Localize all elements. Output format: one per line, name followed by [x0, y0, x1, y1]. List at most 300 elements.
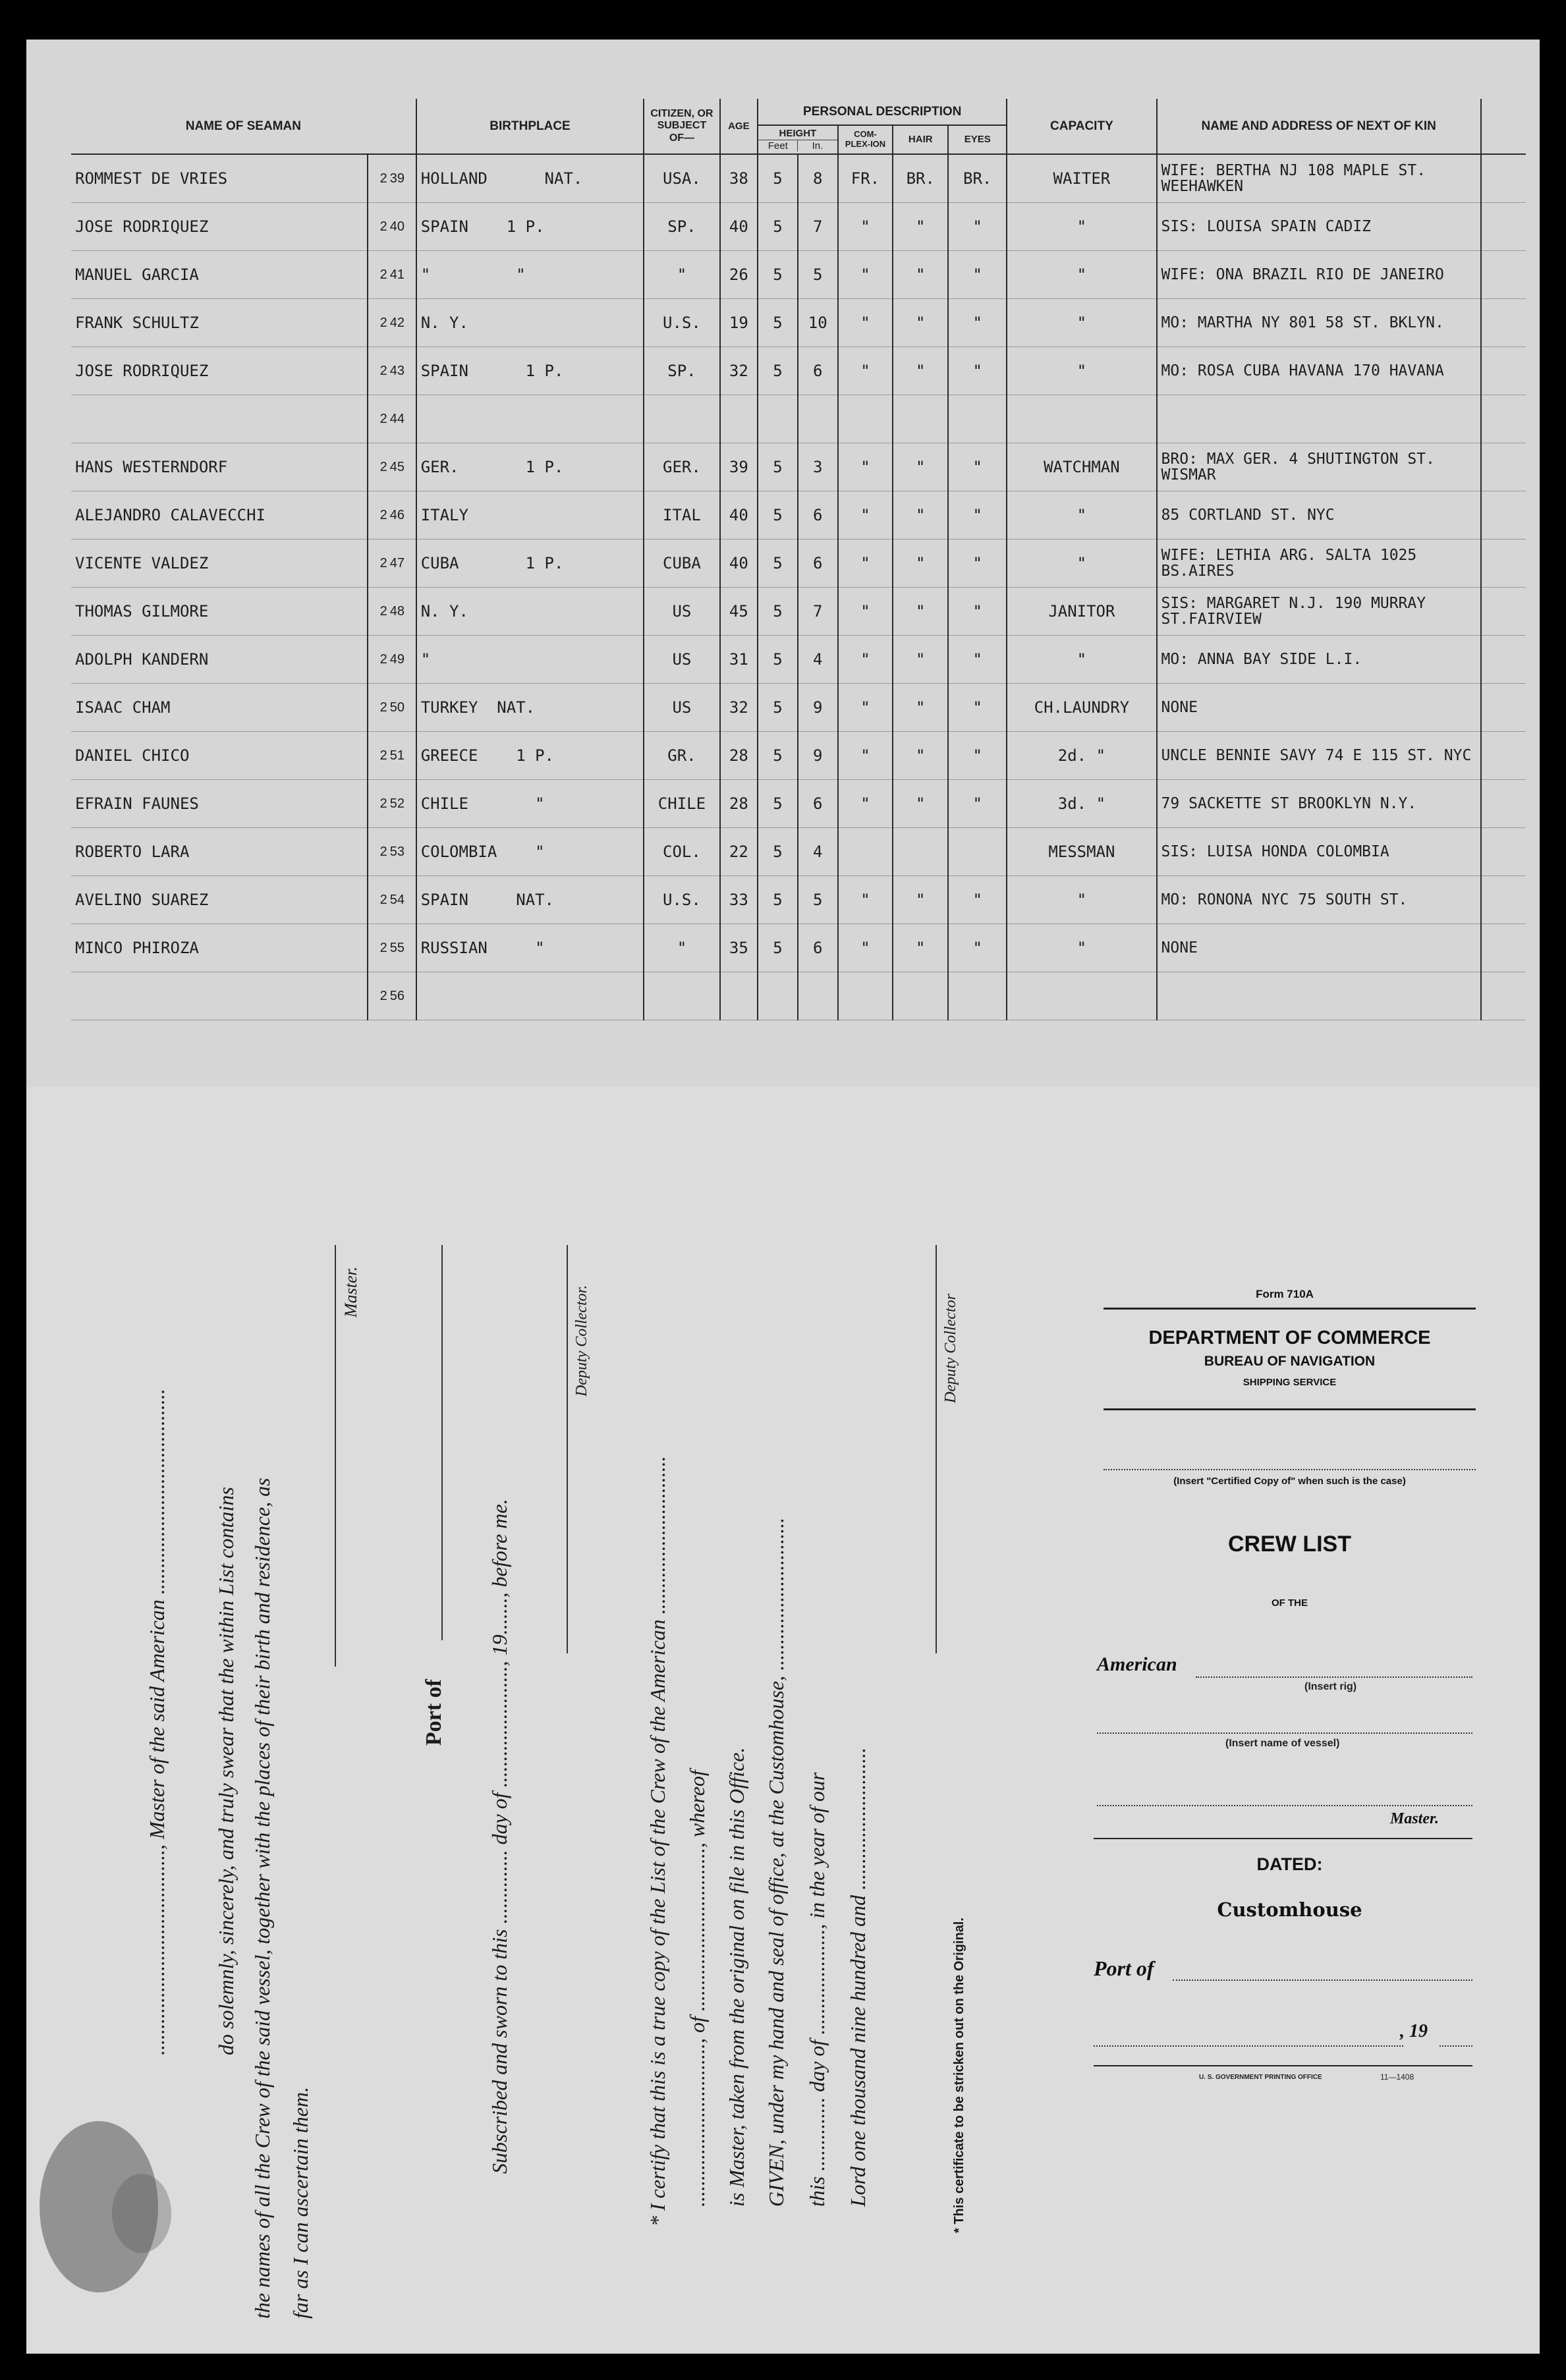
cell-citizen: CUBA — [644, 540, 719, 588]
cell-inches: 10 — [798, 299, 838, 347]
cover-rule-4 — [1094, 2065, 1472, 2066]
table-row — [71, 588, 1526, 636]
cell-inches: 5 — [798, 876, 838, 924]
cell-name: ALEJANDRO CALAVECCHI — [71, 491, 368, 540]
cell-capacity: WATCHMAN — [1007, 443, 1156, 491]
oath-line-2: do solemnly, sincerely, and truly swear that the within List contains — [214, 1487, 238, 2055]
cell-name: HANS WESTERNDORF — [71, 443, 368, 491]
cell-eyes: " — [948, 203, 1007, 251]
cell-citizen: US — [644, 636, 719, 684]
cell-citizen: ITAL — [644, 491, 719, 540]
cell-kin: MO: MARTHA NY 801 58 ST. BKLYN. — [1157, 299, 1481, 347]
cell-mark: 2 — [368, 540, 388, 588]
cell-hair — [893, 828, 948, 876]
rig-line — [1196, 1676, 1472, 1678]
cell-age: 39 — [720, 443, 758, 491]
cell-age: 33 — [720, 876, 758, 924]
cell-mark: 2 — [368, 251, 388, 299]
cell-hair: " — [893, 347, 948, 395]
form-number: Form 710A — [1256, 1288, 1314, 1300]
cell-inches: 4 — [798, 828, 838, 876]
cell-mark: 2 — [368, 203, 388, 251]
cell-kin: UNCLE BENNIE SAVY 74 E 115 ST. NYC — [1157, 732, 1481, 780]
cell-age: 45 — [720, 588, 758, 636]
cell-hair: " — [893, 636, 948, 684]
cell-mark: 2 — [368, 154, 388, 203]
cell-kin — [1157, 972, 1481, 1020]
cell-birthplace — [416, 972, 644, 1020]
cell-citizen: USA. — [644, 154, 719, 203]
oath-master-label: Master. — [341, 1266, 360, 1317]
cell-age: 28 — [720, 780, 758, 828]
cell-eyes: " — [948, 540, 1007, 588]
cell-feet: 5 — [758, 203, 798, 251]
print-code: 11—1408 — [1380, 2072, 1414, 2082]
cell-blank — [1481, 636, 1526, 684]
cell-citizen: " — [644, 251, 719, 299]
cell-capacity: " — [1007, 203, 1156, 251]
cell-kin: SIS: LUISA HONDA COLOMBIA — [1157, 828, 1481, 876]
table-row — [71, 972, 1526, 1020]
cell-kin: SIS: LOUISA SPAIN CADIZ — [1157, 203, 1481, 251]
cell-age: 19 — [720, 299, 758, 347]
cell-hair: " — [893, 299, 948, 347]
cell-feet: 5 — [758, 924, 798, 972]
cell-birthplace: GREECE 1 P. — [416, 732, 644, 780]
cell-capacity: 2d. " — [1007, 732, 1156, 780]
cell-name — [71, 395, 368, 443]
cell-birthplace: " — [416, 636, 644, 684]
header-blank — [1481, 99, 1526, 154]
cell-kin — [1157, 395, 1481, 443]
cell-mark: 2 — [368, 732, 388, 780]
cell-kin: WIFE: BERTHA NJ 108 MAPLE ST. WEEHAWKEN — [1157, 154, 1481, 203]
cell-feet: 5 — [758, 828, 798, 876]
cell-capacity: " — [1007, 924, 1156, 972]
cell-complexion: FR. — [838, 154, 893, 203]
cell-blank — [1481, 203, 1526, 251]
cell-hair: " — [893, 684, 948, 732]
cell-inches: 6 — [798, 540, 838, 588]
service-title: SHIPPING SERVICE — [1243, 1377, 1337, 1388]
cell-birthplace: CUBA 1 P. — [416, 540, 644, 588]
cell-inches: 7 — [798, 588, 838, 636]
cell-inches — [798, 972, 838, 1020]
cert-deputy-line — [936, 1245, 937, 1653]
cell-capacity: " — [1007, 347, 1156, 395]
oath-line-3: the names of all the Crew of the said vessel, together with the places of their birth and residence, as — [250, 1478, 274, 2319]
cell-citizen: SP. — [644, 203, 719, 251]
cell-no: 45 — [389, 443, 416, 491]
cell-mark: 2 — [368, 924, 388, 972]
cell-name: THOMAS GILMORE — [71, 588, 368, 636]
cell-no: 49 — [389, 636, 416, 684]
cell-eyes: " — [948, 924, 1007, 972]
cell-no: 53 — [389, 828, 416, 876]
cell-feet: 5 — [758, 347, 798, 395]
cell-birthplace: N. Y. — [416, 588, 644, 636]
cell-citizen: GER. — [644, 443, 719, 491]
cell-blank — [1481, 924, 1526, 972]
cell-complexion: " — [838, 299, 893, 347]
cell-blank — [1481, 395, 1526, 443]
cell-feet: 5 — [758, 876, 798, 924]
cell-eyes: " — [948, 636, 1007, 684]
table-row — [71, 491, 1526, 540]
cell-hair — [893, 395, 948, 443]
cell-birthplace: CHILE " — [416, 780, 644, 828]
cell-eyes — [948, 395, 1007, 443]
header-hair: HAIR — [893, 125, 948, 154]
cell-inches: 7 — [798, 203, 838, 251]
cell-no: 44 — [389, 395, 416, 443]
cell-kin: 85 CORTLAND ST. NYC — [1157, 491, 1481, 540]
cell-age: 32 — [720, 347, 758, 395]
cell-birthplace — [416, 395, 644, 443]
cell-complexion: " — [838, 251, 893, 299]
cell-hair: " — [893, 491, 948, 540]
of-the-label: OF THE — [1272, 1597, 1308, 1609]
cell-inches: 9 — [798, 732, 838, 780]
cell-inches: 6 — [798, 491, 838, 540]
cell-capacity: MESSMAN — [1007, 828, 1156, 876]
cell-blank — [1481, 588, 1526, 636]
cell-kin: MO: ANNA BAY SIDE L.I. — [1157, 636, 1481, 684]
cell-blank — [1481, 251, 1526, 299]
cell-name: ADOLPH KANDERN — [71, 636, 368, 684]
port-of-label: Port of — [1094, 1956, 1154, 1980]
cell-feet — [758, 395, 798, 443]
cell-mark: 2 — [368, 780, 388, 828]
cell-capacity: JANITOR — [1007, 588, 1156, 636]
cell-blank — [1481, 780, 1526, 828]
cell-complexion: " — [838, 924, 893, 972]
cell-hair: " — [893, 540, 948, 588]
cell-feet — [758, 972, 798, 1020]
cell-age: 38 — [720, 154, 758, 203]
cell-name: AVELINO SUAREZ — [71, 876, 368, 924]
cell-blank — [1481, 972, 1526, 1020]
cell-feet: 5 — [758, 154, 798, 203]
cell-no: 50 — [389, 684, 416, 732]
year-line — [1440, 2045, 1472, 2047]
cell-name: MINCO PHIROZA — [71, 924, 368, 972]
table-row — [71, 203, 1526, 251]
cell-inches: 5 — [798, 251, 838, 299]
cert-line-2: ..............................., of ..............................., whereof — [685, 1770, 709, 2207]
cell-mark: 2 — [368, 636, 388, 684]
table-row — [71, 636, 1526, 684]
cell-no: 48 — [389, 588, 416, 636]
cell-complexion: " — [838, 588, 893, 636]
cell-name: EFRAIN FAUNES — [71, 780, 368, 828]
header-height-label: HEIGHT — [758, 128, 837, 140]
insert-certified-note: (Insert "Certified Copy of" when such is the case) — [1173, 1476, 1406, 1487]
oath-deputy-label: Deputy Collector. — [573, 1285, 590, 1397]
cell-no: 39 — [389, 154, 416, 203]
cell-name: ROBERTO LARA — [71, 828, 368, 876]
cell-inches: 9 — [798, 684, 838, 732]
cell-no: 40 — [389, 203, 416, 251]
cell-hair: " — [893, 251, 948, 299]
cell-capacity: " — [1007, 491, 1156, 540]
cover-master-label: Master. — [1390, 1810, 1440, 1827]
cell-age: 26 — [720, 251, 758, 299]
cell-mark: 2 — [368, 684, 388, 732]
cell-capacity: " — [1007, 876, 1156, 924]
cell-complexion: " — [838, 540, 893, 588]
cell-kin: BRO: MAX GER. 4 SHUTINGTON ST. WISMAR — [1157, 443, 1481, 491]
american-label: American — [1097, 1653, 1177, 1675]
table-row — [71, 876, 1526, 924]
cell-name: FRANK SCHULTZ — [71, 299, 368, 347]
cert-deputy-label: Deputy Collector — [942, 1294, 959, 1403]
cell-birthplace: SPAIN NAT. — [416, 876, 644, 924]
cert-line-4: GIVEN, under my hand and seal of office, at the Customhouse, ............................. — [764, 1517, 788, 2207]
cell-blank — [1481, 732, 1526, 780]
cell-name: MANUEL GARCIA — [71, 251, 368, 299]
cell-age — [720, 395, 758, 443]
cover-rule-3 — [1094, 1838, 1472, 1839]
cell-age: 32 — [720, 684, 758, 732]
cell-eyes: " — [948, 876, 1007, 924]
master-signature-line — [335, 1245, 336, 1667]
cell-name: ISAAC CHAM — [71, 684, 368, 732]
oath-line-4: far as I can ascertain them. — [289, 2087, 312, 2319]
cell-feet: 5 — [758, 780, 798, 828]
header-inches: In. — [797, 140, 837, 152]
cell-capacity: CH.LAUNDRY — [1007, 684, 1156, 732]
cell-birthplace: ITALY — [416, 491, 644, 540]
cell-complexion: " — [838, 203, 893, 251]
cell-citizen — [644, 395, 719, 443]
cell-hair — [893, 972, 948, 1020]
cell-no: 56 — [389, 972, 416, 1020]
cell-eyes: " — [948, 347, 1007, 395]
cell-birthplace: GER. 1 P. — [416, 443, 644, 491]
bureau-title: BUREAU OF NAVIGATION — [1204, 1354, 1376, 1369]
cell-hair: " — [893, 588, 948, 636]
cell-complexion — [838, 828, 893, 876]
cell-mark: 2 — [368, 876, 388, 924]
cell-age: 40 — [720, 203, 758, 251]
header-personal-description: PERSONAL DESCRIPTION — [758, 99, 1007, 125]
cell-capacity: " — [1007, 540, 1156, 588]
cell-eyes: BR. — [948, 154, 1007, 203]
cell-blank — [1481, 347, 1526, 395]
cell-mark: 2 — [368, 972, 388, 1020]
cell-feet: 5 — [758, 540, 798, 588]
cert-line-1: * I certify that this is a true copy of the List of the Crew of the American .............................. — [646, 1456, 669, 2227]
table-row — [71, 828, 1526, 876]
cell-feet: 5 — [758, 491, 798, 540]
cell-eyes: " — [948, 251, 1007, 299]
header-name: NAME OF SEAMAN — [71, 99, 416, 154]
header-citizen: CITIZEN, OR SUBJECT OF— — [644, 99, 719, 154]
master-line — [1097, 1805, 1472, 1806]
cell-no: 47 — [389, 540, 416, 588]
cell-no: 52 — [389, 780, 416, 828]
cell-no: 54 — [389, 876, 416, 924]
header-complexion: COM-PLEX-ION — [838, 125, 893, 154]
cell-capacity — [1007, 972, 1156, 1020]
table-row — [71, 347, 1526, 395]
cell-kin: MO: RONONA NYC 75 SOUTH ST. — [1157, 876, 1481, 924]
cell-hair: " — [893, 876, 948, 924]
cell-name: VICENTE VALDEZ — [71, 540, 368, 588]
cell-citizen: GR. — [644, 732, 719, 780]
table-row — [71, 154, 1526, 203]
cell-citizen: U.S. — [644, 299, 719, 347]
cell-complexion — [838, 972, 893, 1020]
cell-eyes: " — [948, 780, 1007, 828]
crew-table-body — [71, 154, 1526, 1020]
cell-blank — [1481, 299, 1526, 347]
cell-mark: 2 — [368, 491, 388, 540]
cell-mark: 2 — [368, 347, 388, 395]
cell-birthplace: TURKEY NAT. — [416, 684, 644, 732]
cell-hair: " — [893, 443, 948, 491]
oath-port-label: Port of — [422, 1678, 446, 1746]
cell-age: 28 — [720, 732, 758, 780]
header-eyes: EYES — [948, 125, 1007, 154]
cell-inches: 8 — [798, 154, 838, 203]
table-row — [71, 395, 1526, 443]
cell-capacity: " — [1007, 299, 1156, 347]
customhouse-label: Customhouse — [1217, 1898, 1362, 1921]
dept-title: DEPARTMENT OF COMMERCE — [1148, 1327, 1431, 1348]
cell-complexion: " — [838, 780, 893, 828]
cell-birthplace: SPAIN 1 P. — [416, 203, 644, 251]
cell-inches: 3 — [798, 443, 838, 491]
cell-mark: 2 — [368, 443, 388, 491]
cert-footnote: * This certificate to be stricken out on the Original. — [952, 1918, 966, 2233]
cell-inches: 4 — [798, 636, 838, 684]
cell-citizen — [644, 972, 719, 1020]
cell-hair: " — [893, 203, 948, 251]
cell-complexion: " — [838, 684, 893, 732]
table-row — [71, 684, 1526, 732]
cert-line-3: is Master, taken from the original on file in this Office. — [725, 1747, 748, 2207]
cell-capacity: " — [1007, 251, 1156, 299]
cell-hair: " — [893, 732, 948, 780]
cell-hair: BR. — [893, 154, 948, 203]
cell-no: 55 — [389, 924, 416, 972]
cell-kin: MO: ROSA CUBA HAVANA 170 HAVANA — [1157, 347, 1481, 395]
cell-complexion: " — [838, 732, 893, 780]
cell-eyes: " — [948, 588, 1007, 636]
cell-no: 41 — [389, 251, 416, 299]
cert-line-5: this .............. day of ...................., in the year of our — [805, 1772, 829, 2207]
cell-citizen: CHILE — [644, 780, 719, 828]
cell-citizen: US — [644, 684, 719, 732]
cell-citizen: U.S. — [644, 876, 719, 924]
cell-eyes — [948, 972, 1007, 1020]
cell-inches: 6 — [798, 347, 838, 395]
cell-age — [720, 972, 758, 1020]
certified-copy-line — [1104, 1469, 1476, 1470]
insert-rig-note: (Insert rig) — [1304, 1681, 1357, 1692]
cell-feet: 5 — [758, 443, 798, 491]
oath-subscribed: Subscribed and sworn to this .............. day of ......................., 19......., before me. — [488, 1499, 511, 2174]
cell-blank — [1481, 876, 1526, 924]
cell-eyes: " — [948, 732, 1007, 780]
cell-blank — [1481, 491, 1526, 540]
cell-complexion: " — [838, 443, 893, 491]
cell-kin: WIFE: ONA BRAZIL RIO DE JANEIRO — [1157, 251, 1481, 299]
cell-birthplace: SPAIN 1 P. — [416, 347, 644, 395]
cert-line-6: Lord one thousand nine hundred and ........................... — [846, 1747, 870, 2207]
cell-birthplace: HOLLAND NAT. — [416, 154, 644, 203]
table-row — [71, 780, 1526, 828]
vessel-line — [1097, 1732, 1472, 1734]
cell-birthplace: RUSSIAN " — [416, 924, 644, 972]
port-line — [441, 1245, 443, 1640]
cell-complexion: " — [838, 491, 893, 540]
cell-blank — [1481, 540, 1526, 588]
cell-age: 35 — [720, 924, 758, 972]
cell-birthplace: COLOMBIA " — [416, 828, 644, 876]
table-row — [71, 732, 1526, 780]
cell-inches: 6 — [798, 780, 838, 828]
cell-mark: 2 — [368, 588, 388, 636]
insert-vessel-note: (Insert name of vessel) — [1225, 1738, 1340, 1749]
dated-label: DATED: — [1256, 1854, 1323, 1874]
table-row — [71, 443, 1526, 491]
deputy-signature-line — [567, 1245, 568, 1653]
cell-blank — [1481, 154, 1526, 203]
cell-age: 40 — [720, 491, 758, 540]
table-row — [71, 251, 1526, 299]
cell-capacity: " — [1007, 636, 1156, 684]
cell-blank — [1481, 684, 1526, 732]
cell-mark: 2 — [368, 395, 388, 443]
cell-no: 42 — [389, 299, 416, 347]
cell-feet: 5 — [758, 732, 798, 780]
table-row — [71, 540, 1526, 588]
cover-rule-2 — [1104, 1408, 1476, 1410]
cell-eyes — [948, 828, 1007, 876]
year-label: , 19 — [1400, 2021, 1428, 2041]
cell-blank — [1481, 443, 1526, 491]
cell-citizen: US — [644, 588, 719, 636]
port-of-line — [1173, 1979, 1472, 1981]
header-height — [758, 125, 837, 154]
cell-feet: 5 — [758, 299, 798, 347]
cell-mark: 2 — [368, 828, 388, 876]
table-row — [71, 299, 1526, 347]
cell-kin: NONE — [1157, 684, 1481, 732]
cell-mark: 2 — [368, 299, 388, 347]
cell-citizen: COL. — [644, 828, 719, 876]
cell-kin: 79 SACKETTE ST BROOKLYN N.Y. — [1157, 780, 1481, 828]
crew-table — [71, 99, 1526, 1020]
cell-citizen: SP. — [644, 347, 719, 395]
header-age: AGE — [720, 99, 758, 154]
cell-no: 46 — [389, 491, 416, 540]
cell-feet: 5 — [758, 684, 798, 732]
cell-eyes: " — [948, 684, 1007, 732]
cell-complexion: " — [838, 347, 893, 395]
cell-inches — [798, 395, 838, 443]
cell-capacity: 3d. " — [1007, 780, 1156, 828]
printer-line: U. S. GOVERNMENT PRINTING OFFICE — [1199, 2074, 1322, 2081]
cell-complexion: " — [838, 636, 893, 684]
cell-age: 40 — [720, 540, 758, 588]
cell-name: ROMMEST DE VRIES — [71, 154, 368, 203]
cell-age: 31 — [720, 636, 758, 684]
cell-feet: 5 — [758, 636, 798, 684]
